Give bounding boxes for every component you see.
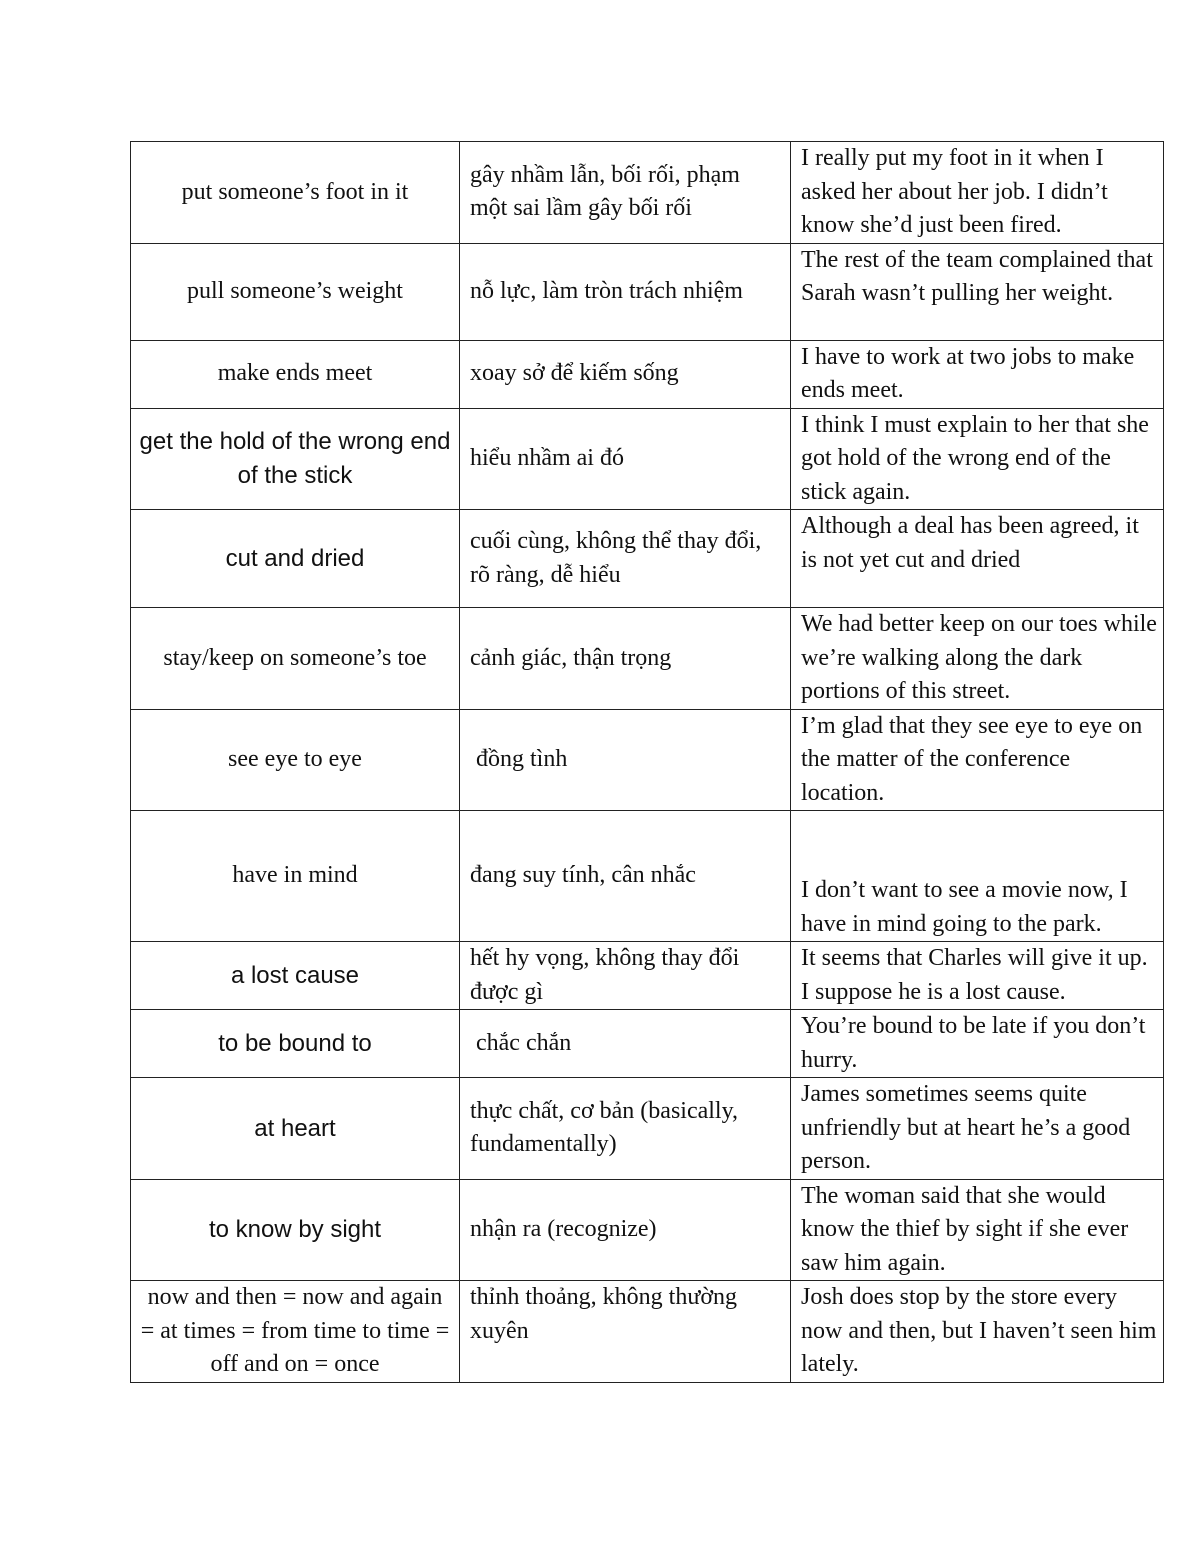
- idiom-cell: pull someone’s weight: [131, 243, 460, 340]
- example-cell: It seems that Charles will give it up. I suppose he is a lost cause.: [791, 942, 1164, 1010]
- example-cell: James sometimes seems quite unfriendly but at heart he’s a good person.: [791, 1078, 1164, 1180]
- table-row: [131, 1078, 1164, 1180]
- meaning-cell: chắc chắn: [460, 1010, 791, 1078]
- example-cell: I think I must explain to her that she got hold of the wrong end of the stick again.: [791, 408, 1164, 510]
- table-row: [131, 243, 1164, 340]
- idiom-table: [130, 141, 1164, 1383]
- idiom-cell: see eye to eye: [131, 709, 460, 811]
- meaning-cell: cảnh giác, thận trọng: [460, 608, 791, 710]
- example-cell: The woman said that she would know the thief by sight if she ever saw him again.: [791, 1179, 1164, 1281]
- table-row: [131, 1010, 1164, 1078]
- idiom-cell: now and then = now and again = at times = from time to time = off and on = once: [131, 1281, 460, 1383]
- example-cell: Josh does stop by the store every now and then, but I haven’t seen him lately.: [791, 1281, 1164, 1383]
- meaning-cell: thực chất, cơ bản (basically, fundamentally): [460, 1078, 791, 1180]
- meaning-cell: nỗ lực, làm tròn trách nhiệm: [460, 243, 791, 340]
- idiom-cell: make ends meet: [131, 340, 460, 408]
- idiom-cell: have in mind: [131, 811, 460, 942]
- example-cell: You’re bound to be late if you don’t hurry.: [791, 1010, 1164, 1078]
- idiom-cell: to be bound to: [131, 1010, 460, 1078]
- meaning-cell: cuối cùng, không thể thay đổi, rõ ràng, dễ hiểu: [460, 510, 791, 608]
- table-row: [131, 340, 1164, 408]
- meaning-cell: hết hy vọng, không thay đổi được gì: [460, 942, 791, 1010]
- table-row: [131, 1179, 1164, 1281]
- table-row: [131, 142, 1164, 244]
- meaning-cell: đồng tình: [460, 709, 791, 811]
- idiom-table-body: [131, 142, 1164, 1383]
- meaning-cell: đang suy tính, cân nhắc: [460, 811, 791, 942]
- example-cell: I really put my foot in it when I asked her about her job. I didn’t know she’d just been fired.: [791, 142, 1164, 244]
- meaning-cell: nhận ra (recognize): [460, 1179, 791, 1281]
- meaning-cell: gây nhầm lẫn, bối rối, phạm một sai lầm gây bối rối: [460, 142, 791, 244]
- meaning-cell: xoay sở để kiếm sống: [460, 340, 791, 408]
- table-row: [131, 942, 1164, 1010]
- example-cell: I have to work at two jobs to make ends meet.: [791, 340, 1164, 408]
- idiom-cell: cut and dried: [131, 510, 460, 608]
- meaning-cell: hiểu nhầm ai đó: [460, 408, 791, 510]
- table-row: [131, 1281, 1164, 1383]
- example-cell: We had better keep on our toes while we’re walking along the dark portions of this street.: [791, 608, 1164, 710]
- example-cell: I’m glad that they see eye to eye on the matter of the conference location.: [791, 709, 1164, 811]
- table-row: [131, 510, 1164, 608]
- table-row: [131, 709, 1164, 811]
- idiom-cell: put someone’s foot in it: [131, 142, 460, 244]
- example-cell: The rest of the team complained that Sarah wasn’t pulling her weight.: [791, 243, 1164, 340]
- idiom-cell: a lost cause: [131, 942, 460, 1010]
- example-cell: Although a deal has been agreed, it is not yet cut and dried: [791, 510, 1164, 608]
- idiom-cell: at heart: [131, 1078, 460, 1180]
- idiom-cell: to know by sight: [131, 1179, 460, 1281]
- idiom-cell: get the hold of the wrong end of the stick: [131, 408, 460, 510]
- table-row: [131, 811, 1164, 942]
- meaning-cell: thỉnh thoảng, không thường xuyên: [460, 1281, 791, 1383]
- example-cell: I don’t want to see a movie now, I have in mind going to the park.: [791, 811, 1164, 942]
- table-row: [131, 608, 1164, 710]
- table-row: [131, 408, 1164, 510]
- idiom-cell: stay/keep on someone’s toe: [131, 608, 460, 710]
